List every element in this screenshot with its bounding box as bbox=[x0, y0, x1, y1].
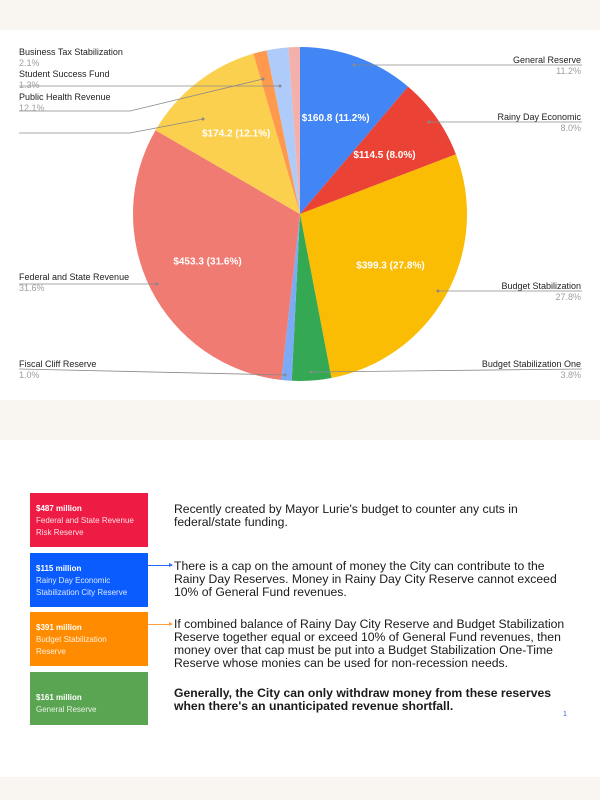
slice-data-label: $174.2 (12.1%) bbox=[201, 128, 271, 140]
slice-data-label: $453.3 (31.6%) bbox=[173, 256, 242, 268]
section-divider-band bbox=[0, 400, 600, 440]
callout-budget-stabilization: Budget Stabilization 27.8% bbox=[501, 281, 581, 302]
description-general-withdrawal: Generally, the City can only withdraw money from these reserves when there's an unanticipated revenue shortfall. bbox=[174, 686, 552, 713]
slice-data-label: $399.3 (27.8%) bbox=[356, 260, 425, 272]
leader-anchor-dot bbox=[353, 64, 356, 67]
top-band bbox=[0, 0, 600, 30]
footnote-marker: 1 bbox=[563, 711, 567, 718]
callout-budget-stabilization-one: Budget Stabilization One 3.8% bbox=[481, 359, 581, 380]
description-budget-stabilization: If combined balance of Rainy Day City Reserve and Budget Stabilization Reserve together equal or exceed 10% of General Fund revenues, then money over that cap must be put into a Budget Stabilization One-Time Reserve whose monies can be used for non-recession needs. bbox=[174, 617, 565, 670]
leader-anchor-dot bbox=[428, 121, 431, 124]
callout-federal-state: Federal and State Revenue 31.6% bbox=[19, 272, 130, 293]
leader-anchor-dot bbox=[156, 283, 159, 286]
leader-anchor-dot bbox=[437, 290, 440, 293]
callout-business-tax: Business Tax Stabilization 2.1% bbox=[19, 47, 123, 68]
leader-anchor-dot bbox=[262, 78, 265, 81]
callout-rainy-day: Rainy Day Economic 8.0% bbox=[497, 112, 581, 133]
leader-anchor-dot bbox=[284, 374, 287, 377]
callout-student-success: Student Success Fund 1.3% bbox=[19, 69, 110, 90]
slice-data-label: $160.8 (11.2%) bbox=[301, 112, 370, 124]
callout-general-reserve: General Reserve 11.2% bbox=[512, 55, 581, 76]
reserve-card-general: $161 million General Reserve bbox=[30, 672, 148, 725]
leader-anchor-dot bbox=[279, 85, 282, 88]
callout-fiscal-cliff: Fiscal Cliff Reserve 1.0% bbox=[19, 359, 97, 380]
description-federal-state: Recently created by Mayor Lurie's budget to counter any cuts in federal/state funding. bbox=[174, 502, 518, 529]
description-rainy-day: There is a cap on the amount of money the City can contribute to the Rainy Day Reserves. Money in Rainy Day City Reserve cannot exceed 10% of General Fund revenues. bbox=[174, 559, 557, 599]
reserve-card-budget-stabilization: $391 million Budget Stabilization Reserve bbox=[30, 612, 148, 666]
connector-arrow-rainy-day bbox=[148, 565, 172, 566]
callout-public-health: Public Health Revenue 12.1% bbox=[19, 92, 111, 113]
leader-anchor-dot bbox=[310, 371, 313, 374]
connector-arrow-budget-stabilization bbox=[148, 624, 172, 625]
leader-anchor-dot bbox=[202, 118, 205, 121]
reserve-card-rainy-day: $115 million Rainy Day Economic Stabilization City Reserve bbox=[30, 553, 148, 607]
reserve-card-federal-state: $487 million Federal and State Revenue Risk Reserve bbox=[30, 493, 148, 547]
bottom-band bbox=[0, 777, 600, 800]
slice-data-label: $114.5 (8.0%) bbox=[353, 150, 416, 162]
